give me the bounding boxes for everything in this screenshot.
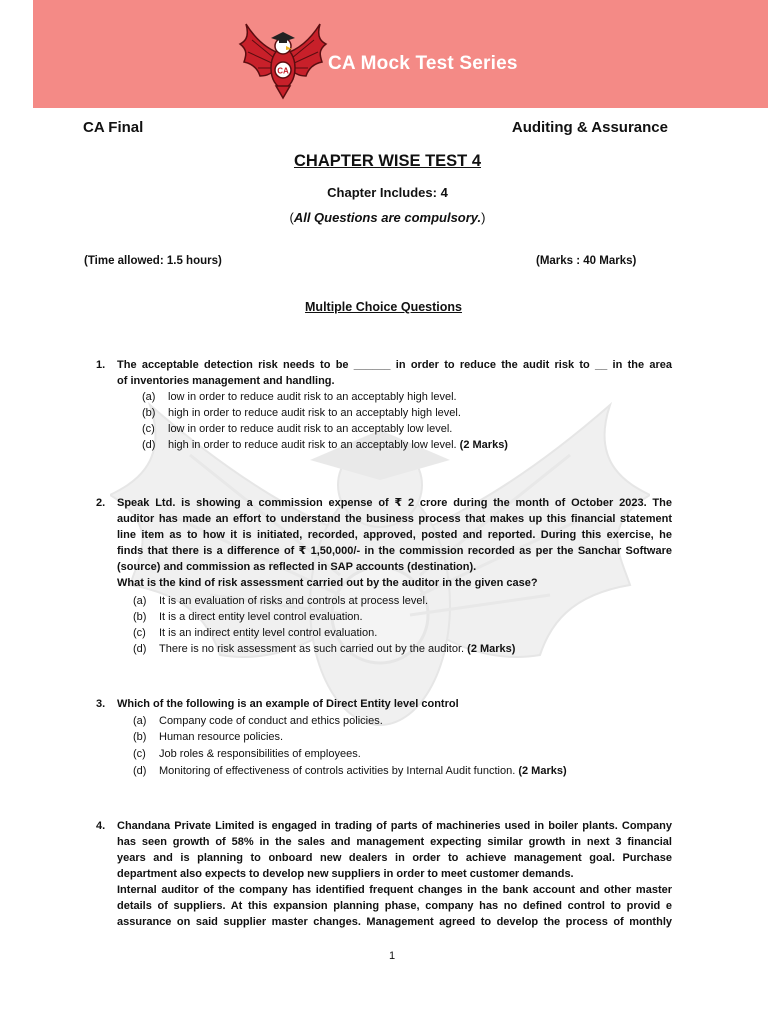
question-text: Chandana Private Limited is engaged in trading of parts of machineries used in boiler plants. Company has seen growth of 58% in the sales and management expecting similar growth in next 3 financial years and is planning to onboard new dealers in order to achieve management goal. Purchase department also expects to develop new suppliers in order to meet customer demands. Internal auditor of the company has identified frequent changes in the bank account and other master details of suppliers. At this expansion planning phase, company has no defined control to provid e assurance on said supplier master changes. Management agreed to develop the process of monthly <box>117 820 672 928</box>
course-name: CA Final <box>83 119 144 136</box>
question-number: 4. <box>96 820 106 832</box>
page-number: 1 <box>389 950 396 962</box>
chapter-includes: Chapter Includes: 4 <box>327 185 448 200</box>
total-marks: (Marks : 40 Marks) <box>536 255 637 267</box>
option-b: (b) It is a direct entity level control evaluation. <box>133 611 363 623</box>
marks-label: (2 Marks) <box>467 643 516 655</box>
brand-title: CA Mock Test Series <box>328 53 518 74</box>
question-number: 1. <box>96 359 106 371</box>
question-text: Speak Ltd. is showing a commission expense of ₹ 2 crore during the month of October 2023. The auditor has made an effort to understand the business process that makes up this financial statement line item as to how it is initiated, recorded, approved, posted and reported. During this exercise, he finds that there is a difference of ₹ 1,50,000/- in the commission recorded as per the Sanchar Software (source) and commission as reflected in SAP accounts (destination). What is the kind of risk assessment carried out by the auditor in the given case? <box>117 497 672 589</box>
eagle-logo-icon <box>238 20 328 100</box>
option-c: (c) It is an indirect entity level control evaluation. <box>133 627 378 639</box>
question-text: The acceptable detection risk needs to be ______ in order to reduce the audit risk to __ in the area of inventories management and handling. <box>117 359 672 387</box>
question-text: Which of the following is an example of Direct Entity level control <box>117 698 459 710</box>
option-d: (d) Monitoring of effectiveness of controls activities by Internal Audit function. (2 Marks) <box>133 765 567 777</box>
option-d: (d) There is no risk assessment as such carried out by the auditor. (2 Marks) <box>133 643 516 655</box>
question-number: 2. <box>96 497 106 509</box>
page-title: CHAPTER WISE TEST 4 <box>293 152 482 170</box>
option-b: (b) high in order to reduce audit risk to an acceptably high level. <box>142 407 461 419</box>
question-number: 3. <box>96 698 106 710</box>
marks-label: (2 Marks) <box>459 439 508 451</box>
option-a: (a) low in order to reduce audit risk to an acceptably high level. <box>142 391 457 403</box>
time-allowed: (Time allowed: 1.5 hours) <box>84 255 222 267</box>
option-a: (a) It is an evaluation of risks and controls at process level. <box>133 595 429 607</box>
compulsory-note: (All Questions are compulsory.) <box>289 210 486 225</box>
option-c: (c) low in order to reduce audit risk to an acceptably low level. <box>142 423 453 435</box>
option-b: (b) Human resource policies. <box>133 731 284 743</box>
marks-label: (2 Marks) <box>518 765 567 777</box>
logo-badge-text: CA <box>277 66 289 76</box>
subject-name: Auditing & Assurance <box>511 119 668 136</box>
option-c: (c) Job roles & responsibilities of employees. <box>133 748 361 760</box>
option-d: (d) high in order to reduce audit risk to an acceptably low level. (2 Marks) <box>142 439 508 451</box>
option-a: (a) Company code of conduct and ethics policies. <box>133 715 383 727</box>
section-heading: Multiple Choice Questions <box>305 300 462 314</box>
